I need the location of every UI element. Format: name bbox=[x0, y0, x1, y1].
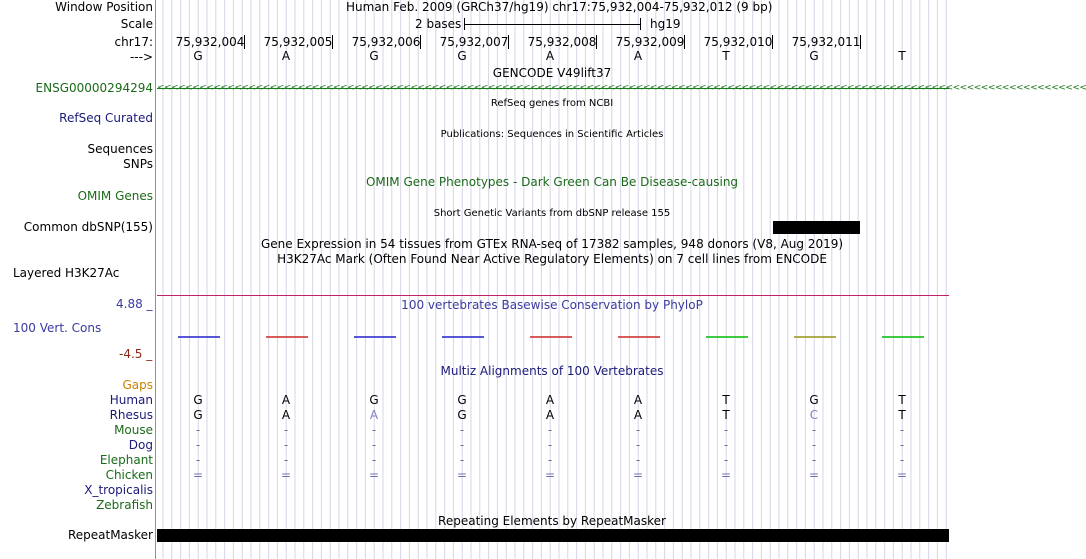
alignment-base: - bbox=[547, 423, 553, 437]
alignment-base: - bbox=[459, 438, 465, 452]
omim-track-label[interactable]: OMIM Genes bbox=[77, 189, 153, 203]
reference-base: G bbox=[457, 49, 467, 63]
alignment-base: G bbox=[369, 393, 379, 407]
alignment-base: - bbox=[371, 438, 377, 452]
alignment-base: - bbox=[283, 438, 289, 452]
ruler-position-label: 75,932,009 bbox=[615, 35, 685, 49]
gaps-label: Gaps bbox=[122, 378, 153, 392]
refseq-track-title[interactable]: RefSeq genes from NCBI bbox=[490, 98, 614, 109]
reference-base: G bbox=[369, 49, 379, 63]
alignment-base: - bbox=[371, 423, 377, 437]
dbsnp-track-label[interactable]: Common dbSNP(155) bbox=[23, 220, 153, 234]
publications-track-title[interactable]: Publications: Sequences in Scientific Articles bbox=[440, 129, 664, 140]
species-label: Dog bbox=[128, 438, 153, 452]
species-label: Elephant bbox=[99, 453, 153, 467]
alignment-base: = bbox=[808, 468, 820, 482]
alignment-base: A bbox=[281, 408, 291, 422]
conservation-min-value: -4.5 _ bbox=[119, 347, 153, 361]
conservation-score-bar bbox=[354, 336, 396, 338]
multiz-track-title[interactable]: Multiz Alignments of 100 Vertebrates bbox=[440, 364, 664, 378]
ruler-position-label: 75,932,005 bbox=[263, 35, 333, 49]
gencode-track-title[interactable]: GENCODE V49lift37 bbox=[492, 66, 612, 80]
alignment-base: - bbox=[547, 453, 553, 467]
alignment-base: A bbox=[633, 408, 643, 422]
alignment-base: T bbox=[722, 393, 730, 407]
strand-label: ---> bbox=[129, 50, 153, 64]
reference-base: T bbox=[722, 49, 730, 63]
alignment-base: G bbox=[809, 393, 819, 407]
conservation-track-label[interactable]: 100 Vert. Cons bbox=[13, 321, 102, 335]
alignment-base: - bbox=[371, 453, 377, 467]
conservation-score-bar bbox=[882, 336, 924, 338]
gencode-chevron-glyphs: <<<<<<<<<<<<<<<<<<<<<<<<<<<<<<<<<<<<<<<<<<<<<<<<<<<<<<<<<<<<<<<<<<<<<<<<<<<<<<<<<<<<<<<<<<<<<<<<<<<<<<<<<<<<<<<<<<<<<<<<<<<<<<<<<<<< bbox=[157, 83, 1086, 93]
alignment-base: G bbox=[457, 393, 467, 407]
alignment-base: - bbox=[899, 438, 905, 452]
ruler-position-label: 75,932,008 bbox=[527, 35, 597, 49]
alignment-base: - bbox=[723, 438, 729, 452]
alignment-base: - bbox=[723, 423, 729, 437]
conservation-max-value: 4.88 _ bbox=[116, 297, 153, 311]
ruler-position-label: 75,932,007 bbox=[439, 35, 509, 49]
alignment-base: T bbox=[898, 408, 906, 422]
alignment-base: - bbox=[723, 453, 729, 467]
conservation-score-bar bbox=[794, 336, 836, 338]
alignment-base: = bbox=[280, 468, 292, 482]
alignment-base: A bbox=[545, 393, 555, 407]
alignment-base: G bbox=[193, 408, 203, 422]
window-position-label: Window Position bbox=[55, 0, 153, 14]
scale-label: Scale bbox=[120, 17, 153, 31]
conservation-score-bar bbox=[178, 336, 220, 338]
alignment-base: - bbox=[899, 453, 905, 467]
gtex-track-title[interactable]: Gene Expression in 54 tissues from GTEx RNA-seq of 17382 samples, 948 donors (V8, Aug 2019) bbox=[260, 237, 844, 251]
conservation-score-bar bbox=[706, 336, 748, 338]
alignment-base: G bbox=[193, 393, 203, 407]
reference-base: A bbox=[281, 49, 291, 63]
alignment-base: = bbox=[544, 468, 556, 482]
conservation-track-title[interactable]: 100 vertebrates Basewise Conservation by PhyloP bbox=[401, 298, 703, 312]
alignment-base: - bbox=[635, 423, 641, 437]
alignment-base: - bbox=[459, 423, 465, 437]
species-label: Zebrafish bbox=[96, 498, 153, 512]
reference-base: G bbox=[193, 49, 203, 63]
alignment-base: T bbox=[898, 393, 906, 407]
alignment-base: - bbox=[811, 438, 817, 452]
species-label: Chicken bbox=[105, 468, 153, 482]
species-label: X_tropicalis bbox=[84, 483, 153, 497]
alignment-base: A bbox=[369, 408, 379, 422]
snps-track-label[interactable]: SNPs bbox=[123, 157, 153, 171]
alignment-base: A bbox=[281, 393, 291, 407]
alignment-base: - bbox=[635, 453, 641, 467]
alignment-base: = bbox=[192, 468, 204, 482]
alignment-base: - bbox=[547, 438, 553, 452]
reference-base: T bbox=[898, 49, 906, 63]
reference-base: G bbox=[809, 49, 819, 63]
dbsnp-track-title[interactable]: Short Genetic Variants from dbSNP release 155 bbox=[433, 208, 671, 219]
species-label: Mouse bbox=[114, 423, 153, 437]
h3k27ac-track-title[interactable]: H3K27Ac Mark (Often Found Near Active Regulatory Elements) on 7 cell lines from ENCODE bbox=[277, 252, 827, 266]
ruler-position-label: 75,932,004 bbox=[175, 35, 245, 49]
repeatmasker-track-title[interactable]: Repeating Elements by RepeatMasker bbox=[438, 514, 666, 528]
repeatmasker-block[interactable] bbox=[157, 529, 949, 542]
alignment-base: = bbox=[632, 468, 644, 482]
alignment-base: - bbox=[283, 453, 289, 467]
h3k27ac-track-label[interactable]: Layered H3K27Ac bbox=[13, 266, 120, 280]
alignment-base: T bbox=[722, 408, 730, 422]
ruler-position-label: 75,932,011 bbox=[791, 35, 861, 49]
species-label: Rhesus bbox=[109, 408, 153, 422]
scale-assembly: hg19 bbox=[650, 17, 681, 31]
alignment-base: - bbox=[195, 438, 201, 452]
alignment-base: - bbox=[635, 438, 641, 452]
alignment-base: - bbox=[283, 423, 289, 437]
alignment-base: = bbox=[456, 468, 468, 482]
species-label: Human bbox=[109, 393, 153, 407]
conservation-score-bar bbox=[442, 336, 484, 338]
alignment-base: A bbox=[545, 408, 555, 422]
alignment-base: G bbox=[457, 408, 467, 422]
ruler-position-label: 75,932,006 bbox=[351, 35, 421, 49]
alignment-base: - bbox=[811, 453, 817, 467]
window-position-value: Human Feb. 2009 (GRCh37/hg19) chr17:75,932,004-75,932,012 (9 bp) bbox=[346, 0, 773, 14]
alignment-base: - bbox=[899, 423, 905, 437]
alignment-base: - bbox=[811, 423, 817, 437]
reference-base: A bbox=[633, 49, 643, 63]
alignment-base: - bbox=[459, 453, 465, 467]
alignment-base: - bbox=[195, 453, 201, 467]
sequences-track-label[interactable]: Sequences bbox=[87, 142, 153, 156]
alignment-base: C bbox=[809, 408, 819, 422]
omim-track-title[interactable]: OMIM Gene Phenotypes - Dark Green Can Be Disease-causing bbox=[365, 175, 739, 189]
alignment-base: = bbox=[720, 468, 732, 482]
repeatmasker-track-label[interactable]: RepeatMasker bbox=[67, 528, 153, 542]
alignment-base: = bbox=[368, 468, 380, 482]
conservation-score-bar bbox=[618, 336, 660, 338]
scale-value: 2 bases bbox=[415, 17, 462, 31]
gencode-item-label[interactable]: ENSG00000294294 bbox=[35, 81, 153, 95]
conservation-score-bar bbox=[266, 336, 308, 338]
reference-base: A bbox=[545, 49, 555, 63]
alignment-base: = bbox=[896, 468, 908, 482]
refseq-track-label[interactable]: RefSeq Curated bbox=[59, 111, 153, 125]
conservation-score-bar bbox=[530, 336, 572, 338]
alignment-base: - bbox=[195, 423, 201, 437]
alignment-base: A bbox=[633, 393, 643, 407]
chrom-label: chr17: bbox=[114, 35, 153, 49]
ruler-position-label: 75,932,010 bbox=[703, 35, 773, 49]
